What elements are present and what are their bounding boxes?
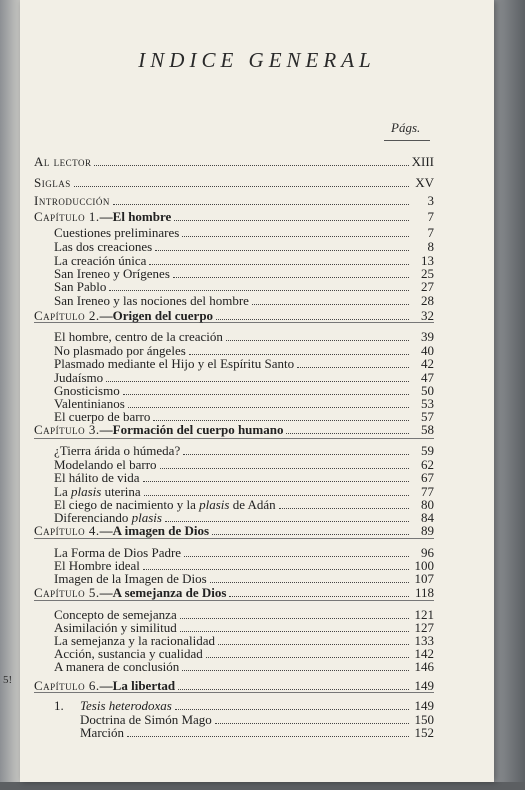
toc-section [80,724,434,740]
entry-label: Gnosticismo [54,383,120,398]
toc-section [54,658,434,674]
leader-dots [174,219,409,221]
left-page-edge [0,0,20,790]
entry-page: 133 [414,633,434,648]
entry-label: No plasmado por ángeles [54,343,186,358]
entry-label: Modelando el barro [54,457,157,472]
leader-dots [286,432,409,434]
item-title: Tesis heterodoxas [80,698,172,713]
chapter-title: —Formación del cuerpo humano [99,422,284,437]
entry-page: 27 [421,279,434,294]
entry-label: A manera de conclusión [54,659,180,674]
entry-label: La Forma de Dios Padre [54,545,182,560]
entry-page: 67 [421,470,434,485]
entry-page: 47 [421,370,434,385]
toc-chapter-6 [34,677,434,693]
leader-dots [212,533,409,535]
leader-dots [127,735,409,737]
entry-page: 80 [421,497,434,512]
chapter-title: —El hombre [99,209,172,224]
entry-page: 127 [414,620,434,635]
entry-page: 8 [427,239,434,254]
leader-dots [252,303,409,305]
entry-label: Cuestiones preliminares [54,225,180,240]
leader-dots [183,453,409,455]
entry-page: 57 [421,409,434,424]
label-italic: plasis [199,497,230,512]
entry-label: Valentinianos [54,396,125,411]
chapter-prefix: Capítulo 5. [34,585,100,600]
entry-page: XIII [411,154,434,169]
label-italic: plasis [131,510,162,525]
entry-label: Imagen de la Imagen de Dios [54,571,207,586]
entry-label: Marción [80,725,125,740]
leader-dots [94,164,408,166]
chapter-title: —Origen del cuerpo [99,308,214,323]
label-text: de Adán [229,497,276,512]
entry-label: Al lector [34,154,92,169]
margin-mark: 5! [3,674,13,686]
entry-label: Doctrina de Simón Mago [80,712,212,727]
chapter-heading [34,422,283,437]
leader-dots [182,235,409,237]
chapter-prefix: Capítulo 4. [34,523,100,538]
chapter-prefix: Capítulo 2. [34,308,100,323]
entry-label: El hombre, centro de la creación [54,329,223,344]
entry-label: Las dos creaciones [54,239,153,254]
entry-page: 84 [421,510,434,525]
entry-label: Plasmado mediante el Hijo y el Espíritu Santo [54,356,295,371]
entry-page: 149 [414,678,434,693]
entry-label: Siglas [34,175,71,190]
entry-label: Concepto de semejanza [54,607,177,622]
leader-dots [113,203,409,205]
entry-page: 89 [421,523,434,538]
entry-label: El hálito de vida [54,470,140,485]
entry-page: 25 [421,266,434,281]
page-title: INDICE GENERAL [138,48,376,72]
entry-page: XV [415,175,434,190]
entry-page: 39 [421,329,434,344]
leader-dots [143,480,409,482]
item-number: 1. [54,698,64,713]
entry-page: 146 [414,659,434,674]
chapter-prefix: Capítulo 3. [34,422,100,437]
chapter-heading [34,209,171,224]
label-italic: plasis [70,484,102,499]
entry-label: San Ireneo y las nociones del hombre [54,293,249,308]
entry-label: Introducción [34,193,110,208]
chapter-divider [34,438,434,439]
entry-page: 121 [414,607,434,622]
pags-header: Págs. [391,120,421,135]
entry-page: 96 [421,545,434,560]
label-text: Diferenciando [54,510,132,525]
entry-label: La creación única [54,253,147,268]
chapter-prefix: Capítulo 6. [34,678,100,693]
chapter-heading [34,523,209,538]
toc-entry-al-lector [34,153,434,169]
toc-chapter-2 [34,307,434,323]
entry-page: 107 [414,571,434,586]
entry-label: ¿Tierra árida o húmeda? [54,443,181,458]
leader-dots [155,249,409,251]
entry-page: 53 [421,396,434,411]
label-text: uterina [101,484,141,499]
entry-page: 50 [421,383,434,398]
entry-label: El Hombre ideal [54,558,140,573]
entry-page: 62 [421,457,434,472]
entry-page: 142 [414,646,434,661]
entry-label: San Ireneo y Orígenes [54,266,170,281]
bottom-background [0,782,525,790]
entry-page: 100 [414,558,434,573]
entry-page: 40 [421,343,434,358]
chapter-title: —A imagen de Dios [99,523,210,538]
leader-dots [297,366,409,368]
entry-page: 77 [421,484,434,499]
chapter-divider [34,538,434,539]
chapter-title: —A semejanza de Dios [99,585,227,600]
entry-page: 149 [414,698,434,713]
toc-chapter-5 [34,584,434,600]
chapter-heading [34,585,226,600]
entry-page: 59 [421,443,434,458]
leader-dots [109,289,409,291]
entry-label: Judaísmo [54,370,104,385]
chapter-title: —La libertad [99,678,176,693]
entry-page: 28 [421,293,434,308]
toc-chapter-1 [34,208,434,224]
entry-label: Asimilación y similitud [54,620,177,635]
entry-page: 58 [421,422,434,437]
entry-page: 152 [414,725,434,740]
leader-dots [226,339,409,341]
leader-dots [178,688,409,690]
leader-dots [175,708,409,710]
label-text: El ciego de nacimiento y la [54,497,200,512]
toc-chapter-4 [34,522,434,538]
entry-page: 7 [427,209,434,224]
entry-page: 118 [414,585,434,600]
chapter-prefix: Capítulo 1. [34,209,100,224]
entry-label: La semejanza y la racionalidad [54,633,215,648]
leader-dots [182,669,409,671]
entry-page: 3 [427,193,434,208]
chapter-divider [34,600,434,601]
entry-page: 7 [427,225,434,240]
leader-dots [210,581,409,583]
book-page [20,0,494,782]
entry-label: San Pablo [54,279,107,294]
toc-chapter-3 [34,421,434,437]
toc-section [54,292,434,308]
entry-page: 42 [421,356,434,371]
toc-entry-introduccion [34,192,434,208]
entry-page: 150 [414,712,434,727]
toc-entry-siglas [34,174,434,190]
label-text: La [54,484,71,499]
chapter-heading [34,678,175,693]
leader-dots [229,595,409,597]
leader-dots [74,185,409,187]
pags-rule [384,140,430,141]
chapter-heading [34,308,213,323]
entry-page: 13 [421,253,434,268]
entry-label: Acción, sustancia y cualidad [54,646,203,661]
entry-label: El cuerpo de barro [54,409,151,424]
leader-dots [216,318,409,320]
right-background [494,0,525,790]
entry-page: 32 [421,308,434,323]
